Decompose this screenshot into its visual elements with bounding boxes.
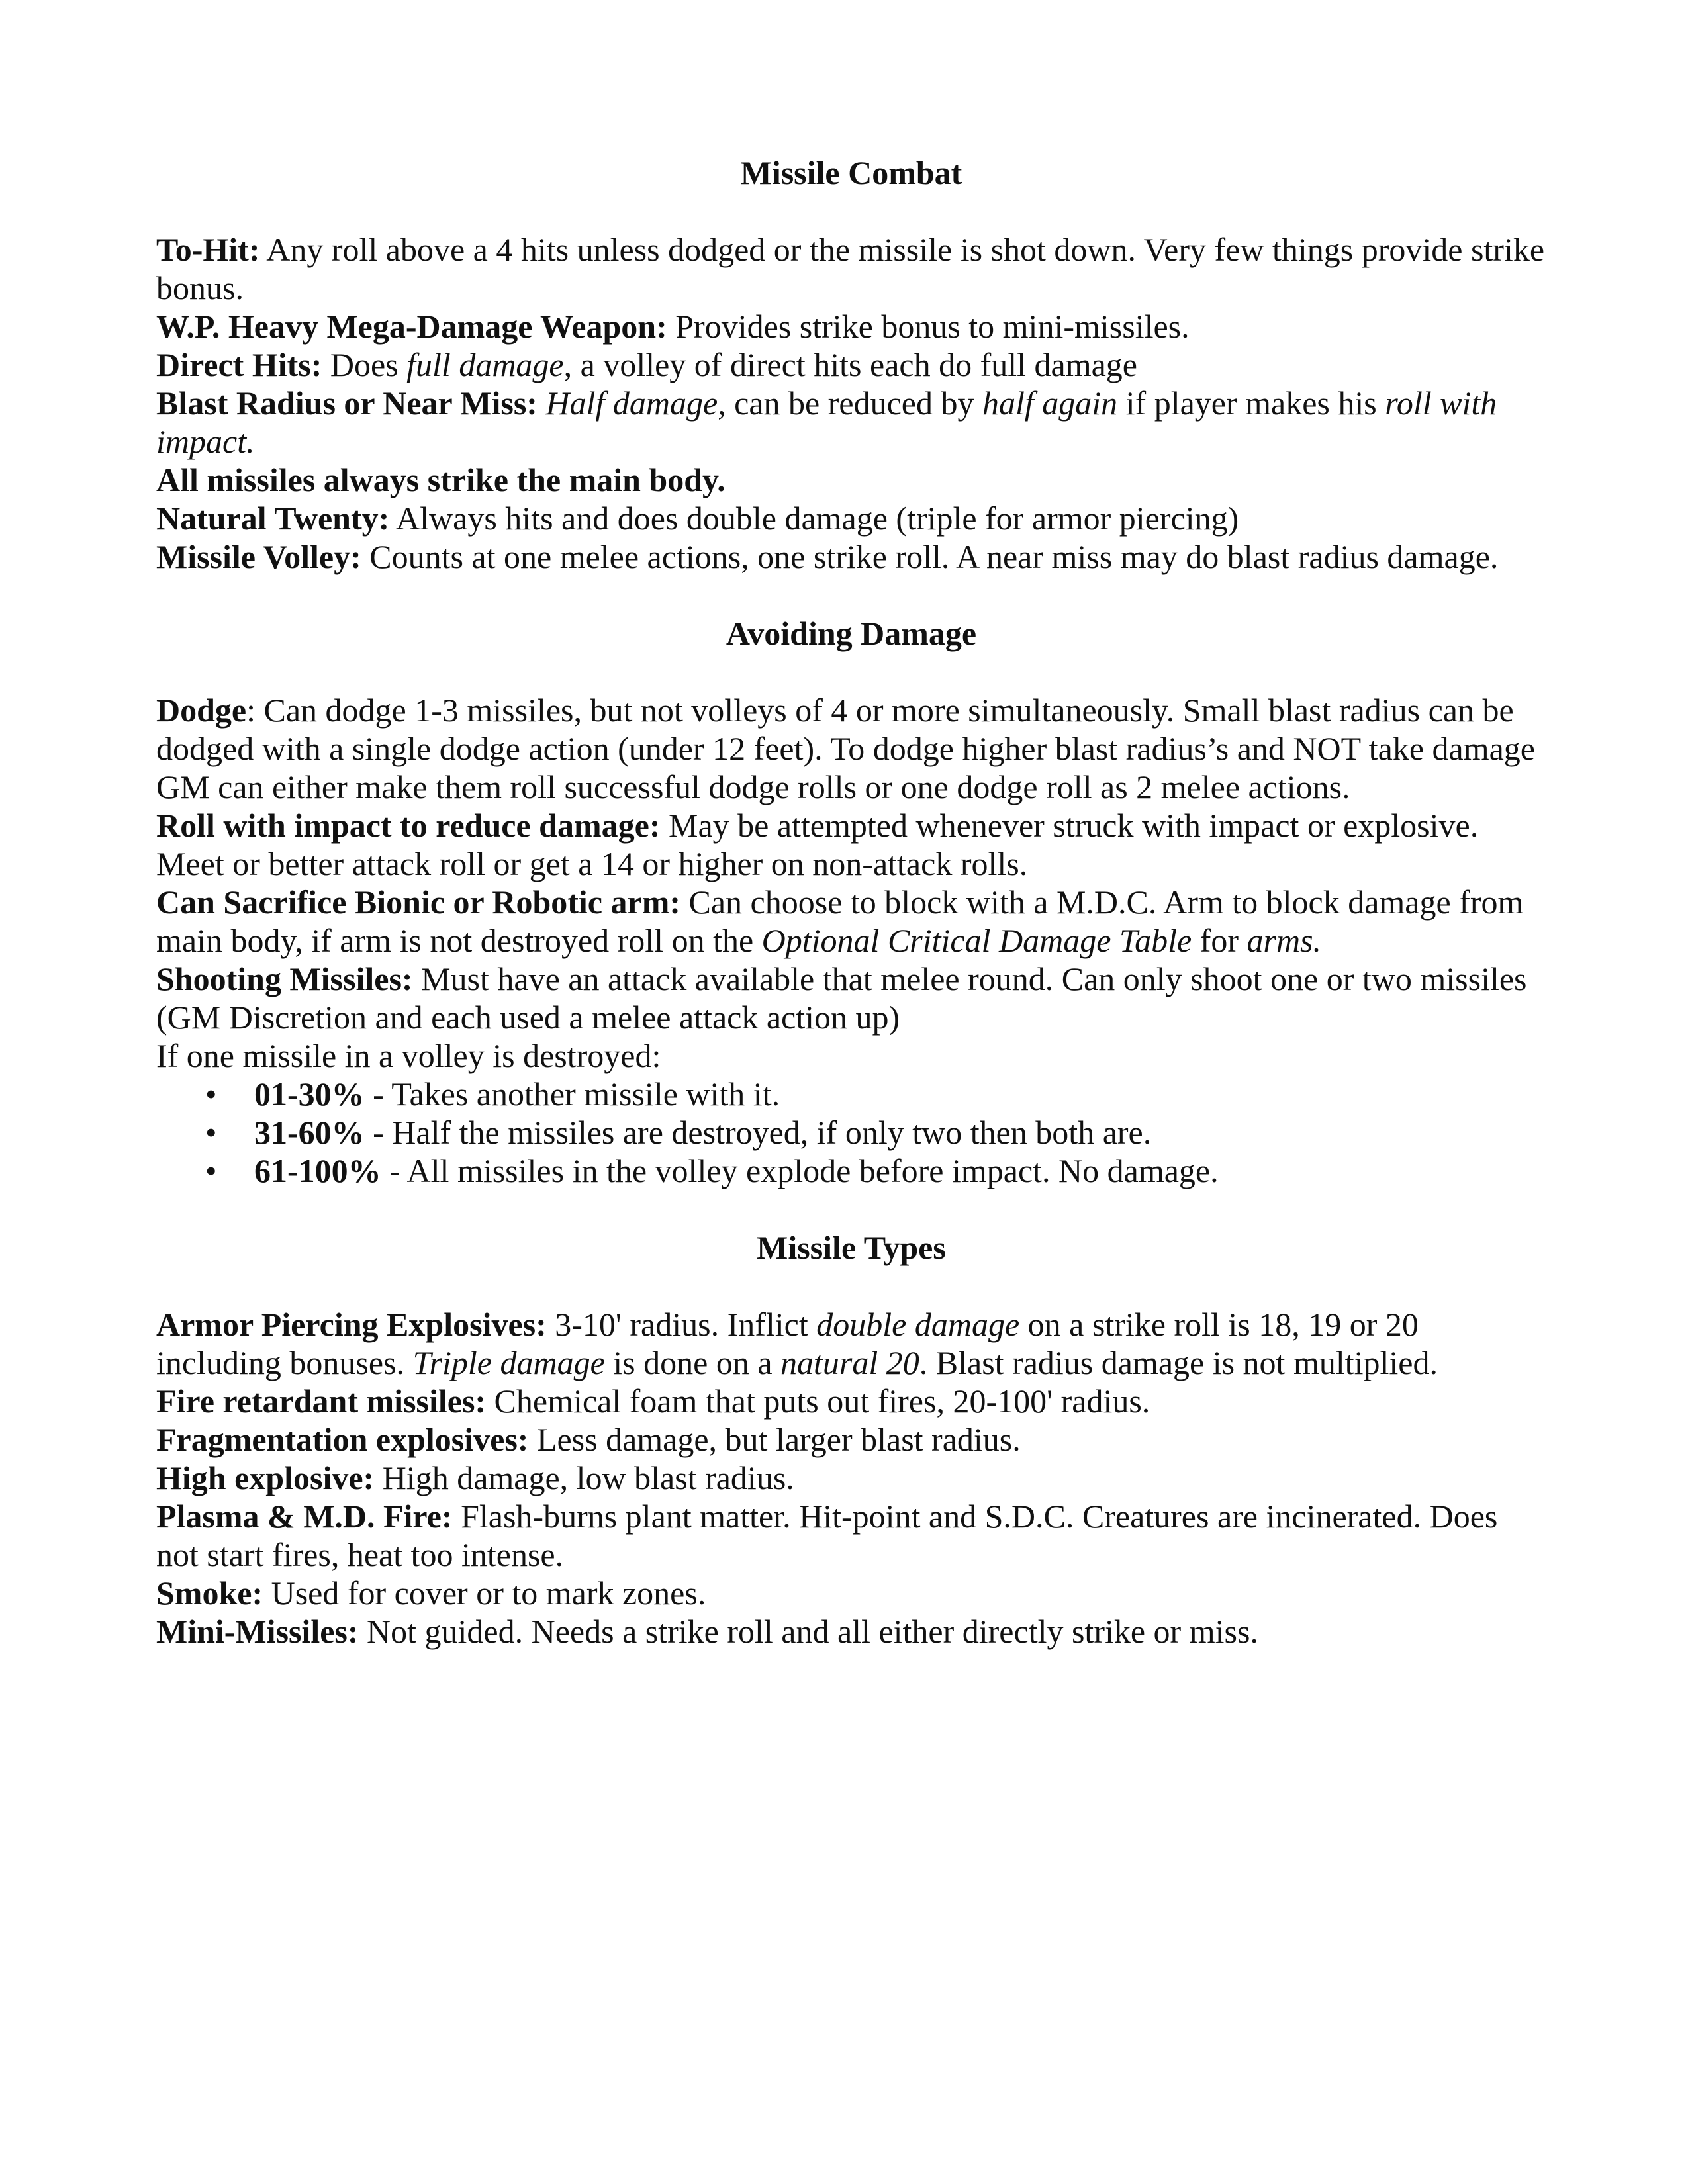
para-natural-twenty: Natural Twenty: Always hits and does double damage (triple for armor piercing) <box>156 500 1239 537</box>
para-all-missiles: All missiles always strike the main body. <box>156 461 726 498</box>
bullet-icon: • <box>205 1114 217 1151</box>
para-volley-intro: If one missile in a volley is destroyed: <box>156 1037 661 1074</box>
heading-missile-types: Missile Types <box>757 1229 946 1266</box>
para-armor-piercing: Armor Piercing Explosives: 3-10' radius. Inflict double damage on a strike roll is 18, 19 or 20 including bonuses. Triple damage is done on a natural 20. Blast radius damage is not multiplied. <box>156 1306 1438 1381</box>
volley-outcome-list <box>156 1075 1546 1190</box>
list-item: • 61-100% - All missiles in the volley explode before impact. No damage. <box>205 1152 1219 1189</box>
list-item: • 01-30% - Takes another missile with it. <box>205 1075 780 1113</box>
para-fragmentation: Fragmentation explosives: Less damage, but larger blast radius. <box>156 1421 1021 1458</box>
spacer <box>156 653 1546 691</box>
para-wp-heavy: W.P. Heavy Mega-Damage Weapon: Provides strike bonus to mini-missiles. <box>156 308 1190 345</box>
para-plasma: Plasma & M.D. Fire: Flash-burns plant matter. Hit-point and S.D.C. Creatures are incinerated. Does not start fires, heat too intense. <box>156 1498 1498 1573</box>
para-smoke: Smoke: Used for cover or to mark zones. <box>156 1574 706 1612</box>
para-sacrifice-arm: Can Sacrifice Bionic or Robotic arm: Can choose to block with a M.D.C. Arm to block damage from main body, if arm is not destroyed roll on the Optional Critical Damage Table for arms. <box>156 884 1524 959</box>
para-high-explosive: High explosive: High damage, low blast radius. <box>156 1459 794 1496</box>
para-mini-missiles: Mini-Missiles: Not guided. Needs a strike roll and all either directly strike or miss. <box>156 1613 1258 1650</box>
spacer <box>156 1190 1546 1228</box>
page-content <box>156 154 1546 1651</box>
spacer <box>156 576 1546 614</box>
para-missile-volley: Missile Volley: Counts at one melee actions, one strike roll. A near miss may do blast radius damage. <box>156 538 1499 575</box>
para-direct-hits: Direct Hits: Does full damage, a volley of direct hits each do full damage <box>156 346 1137 383</box>
spacer <box>156 1267 1546 1305</box>
para-to-hit: To-Hit: Any roll above a 4 hits unless dodged or the missile is shot down. Very few things provide strike bonus. <box>156 231 1545 306</box>
heading-avoiding-damage: Avoiding Damage <box>726 615 977 652</box>
para-fire-retardant: Fire retardant missiles: Chemical foam that puts out fires, 20-100' radius. <box>156 1383 1150 1420</box>
para-blast-radius: Blast Radius or Near Miss: Half damage, can be reduced by half again if player makes his roll with impact. <box>156 385 1497 460</box>
spacer <box>156 192 1546 230</box>
bullet-icon: • <box>205 1152 217 1189</box>
para-dodge: Dodge: Can dodge 1-3 missiles, but not volleys of 4 or more simultaneously. Small blast radius can be dodged with a single dodge action (under 12 feet). To dodge higher blast radius’s and NOT take damage GM can either make them roll successful dodge rolls or one dodge roll as 2 melee actions. <box>156 692 1535 805</box>
heading-missile-combat: Missile Combat <box>740 154 962 191</box>
para-shooting-missiles: Shooting Missiles: Must have an attack available that melee round. Can only shoot one or two missiles (GM Discretion and each used a melee attack action up) <box>156 960 1527 1036</box>
list-item: • 31-60% - Half the missiles are destroyed, if only two then both are. <box>205 1114 1152 1151</box>
para-roll-with-impact: Roll with impact to reduce damage: May be attempted whenever struck with impact or explosive. Meet or better attack roll or get a 14 or higher on non-attack rolls. <box>156 807 1479 882</box>
bullet-icon: • <box>205 1075 217 1113</box>
